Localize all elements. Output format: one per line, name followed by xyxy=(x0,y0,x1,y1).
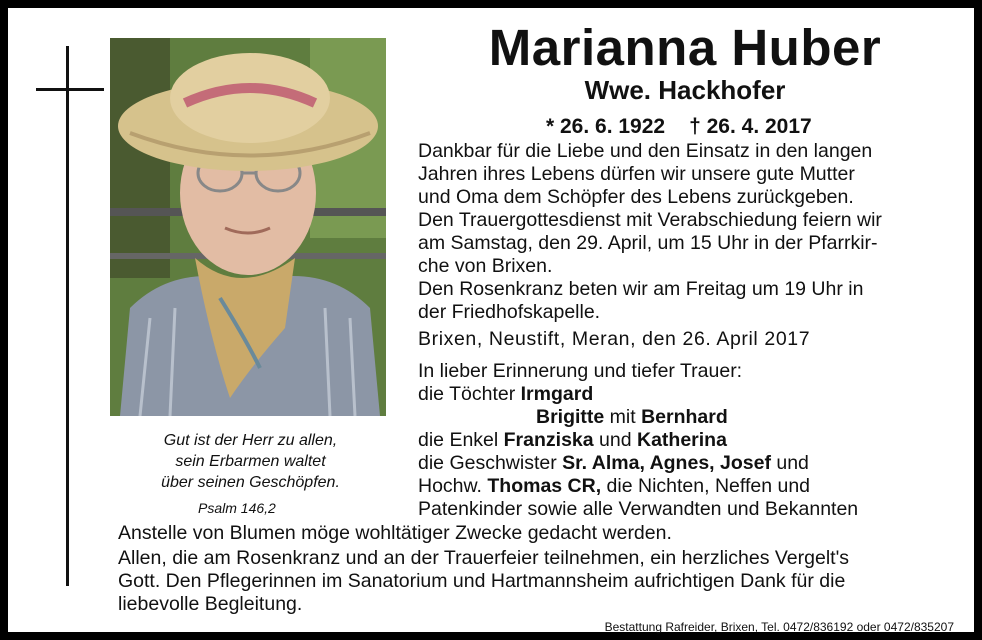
portrait-photo xyxy=(110,38,386,416)
birth-date: * 26. 6. 1922 xyxy=(546,115,666,138)
body-line: Jahren ihres Lebens dürfen wir unsere gute Mutter xyxy=(418,163,855,185)
closing-line: Anstelle von Blumen möge wohltätiger Zwecke gedacht werden. xyxy=(118,522,672,544)
mourner-line: die Enkel Franziska und Katherina xyxy=(418,429,727,451)
cross-icon xyxy=(66,46,69,586)
body-line: am Samstag, den 29. April, um 15 Uhr in der Pfarrkir- xyxy=(418,232,878,254)
body-line: Den Trauergottesdienst mit Verabschiedung feiern wir xyxy=(418,209,882,231)
mourning-intro: In lieber Erinnerung und tiefer Trauer: xyxy=(418,360,743,382)
closing-line: Gott. Den Pflegerinnen im Sanatorium und Hartmannsheim aufrichtigen Dank für die xyxy=(118,570,846,592)
mourner-line: Patenkinder sowie alle Verwandten und Bekannten xyxy=(418,498,859,520)
body-line: und Oma dem Schöpfer des Lebens zurückgeben. xyxy=(418,186,854,208)
deceased-name: Marianna Huber xyxy=(488,19,882,76)
verse-reference: Psalm 146,2 xyxy=(198,500,276,516)
mourner-line: die Geschwister Sr. Alma, Agnes, Josef und xyxy=(418,452,809,474)
place-date: Brixen, Neustift, Meran, den 26. April 2017 xyxy=(418,328,811,350)
mourner-line: die Töchter Irmgard xyxy=(418,383,594,405)
funeral-home-contact: Bestattung Rafreider, Brixen, Tel. 0472/836192 oder 0472/835207 xyxy=(604,620,954,634)
maiden-name: Wwe. Hackhofer xyxy=(584,75,786,105)
closing-line: Allen, die am Rosenkranz und an der Trauerfeier teilnehmen, ein herzliches Vergelt's xyxy=(118,547,850,569)
bible-verse: Gut ist der Herr zu allen, sein Erbarmen waltet über seinen Geschöpfen. xyxy=(161,432,340,491)
closing-line: liebevolle Begleitung. xyxy=(118,593,303,615)
mourner-line: Brigitte mit Bernhard xyxy=(536,406,728,428)
body-line: Den Rosenkranz beten wir am Freitag um 19 Uhr in xyxy=(418,278,864,300)
mourner-line: Hochw. Thomas CR, die Nichten, Neffen und xyxy=(418,475,811,497)
obituary-card xyxy=(8,8,974,632)
body-line: der Friedhofskapelle. xyxy=(418,301,601,323)
body-line: Dankbar für die Liebe und den Einsatz in den langen xyxy=(418,140,873,162)
body-line: che von Brixen. xyxy=(418,255,553,277)
cross-icon-bar xyxy=(36,88,104,91)
life-dates xyxy=(546,114,846,140)
death-date: † 26. 4. 2017 xyxy=(689,115,812,138)
